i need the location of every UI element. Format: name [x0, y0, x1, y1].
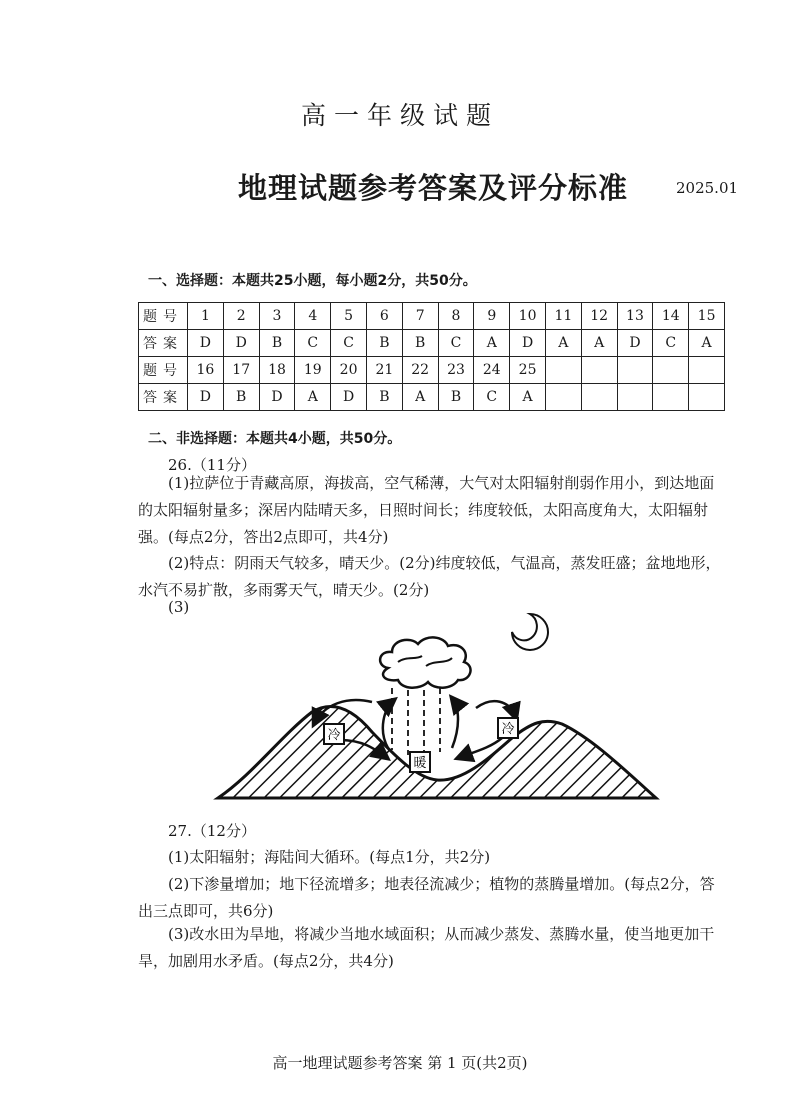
answer-cell — [581, 384, 617, 411]
question-26-heading: 26.（11分） — [168, 456, 256, 474]
question-number-cell: 2 — [223, 303, 259, 330]
answer-cell — [617, 384, 653, 411]
question-number-cell — [617, 357, 653, 384]
answer-cell: D — [188, 384, 224, 411]
question-number-cell: 16 — [188, 357, 224, 384]
answer-cell: D — [188, 330, 224, 357]
question-number-cell — [653, 357, 689, 384]
question-number-cell: 10 — [510, 303, 546, 330]
answer-cell: A — [581, 330, 617, 357]
question-number-cell: 9 — [474, 303, 510, 330]
document-title: 地理试题参考答案及评分标准 — [237, 171, 628, 205]
answer-cell: C — [331, 330, 367, 357]
row-label: 题号 — [139, 303, 188, 330]
question-number-cell: 7 — [402, 303, 438, 330]
answer-cell: C — [474, 384, 510, 411]
warm-label: 暖 — [413, 756, 427, 771]
answer-cell: C — [295, 330, 331, 357]
answer-cell — [653, 384, 689, 411]
answer-cell — [689, 384, 725, 411]
question-number-cell: 12 — [581, 303, 617, 330]
cold-label-left: 冷 — [327, 728, 341, 743]
rain-lines — [392, 688, 440, 758]
answer-cell: B — [402, 330, 438, 357]
table-row-answers-1 — [139, 330, 725, 357]
question-27-heading: 27.（12分） — [168, 822, 256, 840]
answer-cell: C — [653, 330, 689, 357]
question-number-cell: 19 — [295, 357, 331, 384]
question-number-cell: 11 — [545, 303, 581, 330]
document-date: 2025.01 — [676, 179, 739, 197]
question-number-cell: 13 — [617, 303, 653, 330]
answer-table — [138, 302, 725, 411]
question-number-cell: 23 — [438, 357, 474, 384]
mountain-valley-diagram — [212, 600, 662, 810]
exam-grade-title: 高一年级试题 — [300, 101, 499, 130]
q26-answer-3-label: (3) — [168, 598, 190, 616]
answer-cell: A — [295, 384, 331, 411]
question-number-cell: 15 — [689, 303, 725, 330]
answer-cell: D — [223, 330, 259, 357]
question-number-cell — [545, 357, 581, 384]
row-label: 题号 — [139, 357, 188, 384]
question-number-cell: 25 — [510, 357, 546, 384]
table-row-answers-2 — [139, 384, 725, 411]
question-number-cell: 4 — [295, 303, 331, 330]
q27-answer-3: (3)改水田为旱地，将减少当地水域面积；从而减少蒸发、蒸腾水量，使当地更加干旱，加剧用水矛盾。(每点2分，共4分) — [138, 925, 715, 970]
question-number-cell: 1 — [188, 303, 224, 330]
answer-cell: A — [474, 330, 510, 357]
answer-cell: D — [617, 330, 653, 357]
answer-cell: A — [510, 384, 546, 411]
question-number-cell: 5 — [331, 303, 367, 330]
answer-cell: B — [259, 330, 295, 357]
answer-cell: C — [438, 330, 474, 357]
q26-answer-1: (1)拉萨位于青藏高原，海拔高，空气稀薄，大气对太阳辐射削弱作用小，到达地面的太阳辐射量多；深居内陆晴天多，日照时间长；纬度较低，太阳高度角大，太阳辐射强。(每点2分，答出2点即可，共4分) — [138, 474, 715, 546]
question-number-cell: 20 — [331, 357, 367, 384]
question-number-cell: 22 — [402, 357, 438, 384]
answer-cell: D — [510, 330, 546, 357]
answer-cell — [545, 384, 581, 411]
question-number-cell: 18 — [259, 357, 295, 384]
moon-icon — [512, 614, 548, 650]
mountain-terrain — [218, 706, 656, 798]
q27-answer-1: (1)太阳辐射；海陆间大循环。(每点1分，共2分) — [168, 848, 491, 866]
cold-label-right: 冷 — [501, 722, 515, 737]
table-row-numbers-1 — [139, 303, 725, 330]
question-number-cell — [689, 357, 725, 384]
question-number-cell: 6 — [366, 303, 402, 330]
answer-cell: D — [259, 384, 295, 411]
question-number-cell: 14 — [653, 303, 689, 330]
question-number-cell: 8 — [438, 303, 474, 330]
question-number-cell: 17 — [223, 357, 259, 384]
section-2-heading: 二、非选择题：本题共4小题，共50分。 — [148, 431, 402, 447]
answer-cell: A — [402, 384, 438, 411]
row-label: 答案 — [139, 330, 188, 357]
answer-cell: A — [545, 330, 581, 357]
answer-cell: B — [223, 384, 259, 411]
answer-cell: B — [366, 384, 402, 411]
answer-cell: D — [331, 384, 367, 411]
question-number-cell — [581, 357, 617, 384]
answer-cell: B — [366, 330, 402, 357]
cloud-icon — [380, 637, 470, 687]
table-row-numbers-2 — [139, 357, 725, 384]
answer-cell: A — [689, 330, 725, 357]
question-number-cell: 21 — [366, 357, 402, 384]
q26-answer-2: (2)特点：阴雨天气较多，晴天少。(2分)纬度较低，气温高，蒸发旺盛；盆地地形，水汽不易扩散，多雨雾天气，晴天少。(2分) — [138, 554, 721, 599]
question-number-cell: 3 — [259, 303, 295, 330]
answer-cell: B — [438, 384, 474, 411]
page-footer: 高一地理试题参考答案 第 1 页(共2页) — [272, 1054, 528, 1072]
q27-answer-2: (2)下渗量增加；地下径流增多；地表径流减少；植物的蒸腾量增加。(每点2分，答出三点即可，共6分) — [138, 875, 715, 920]
question-number-cell: 24 — [474, 357, 510, 384]
row-label: 答案 — [139, 384, 188, 411]
section-1-heading: 一、选择题：本题共25小题，每小题2分，共50分。 — [148, 273, 477, 289]
